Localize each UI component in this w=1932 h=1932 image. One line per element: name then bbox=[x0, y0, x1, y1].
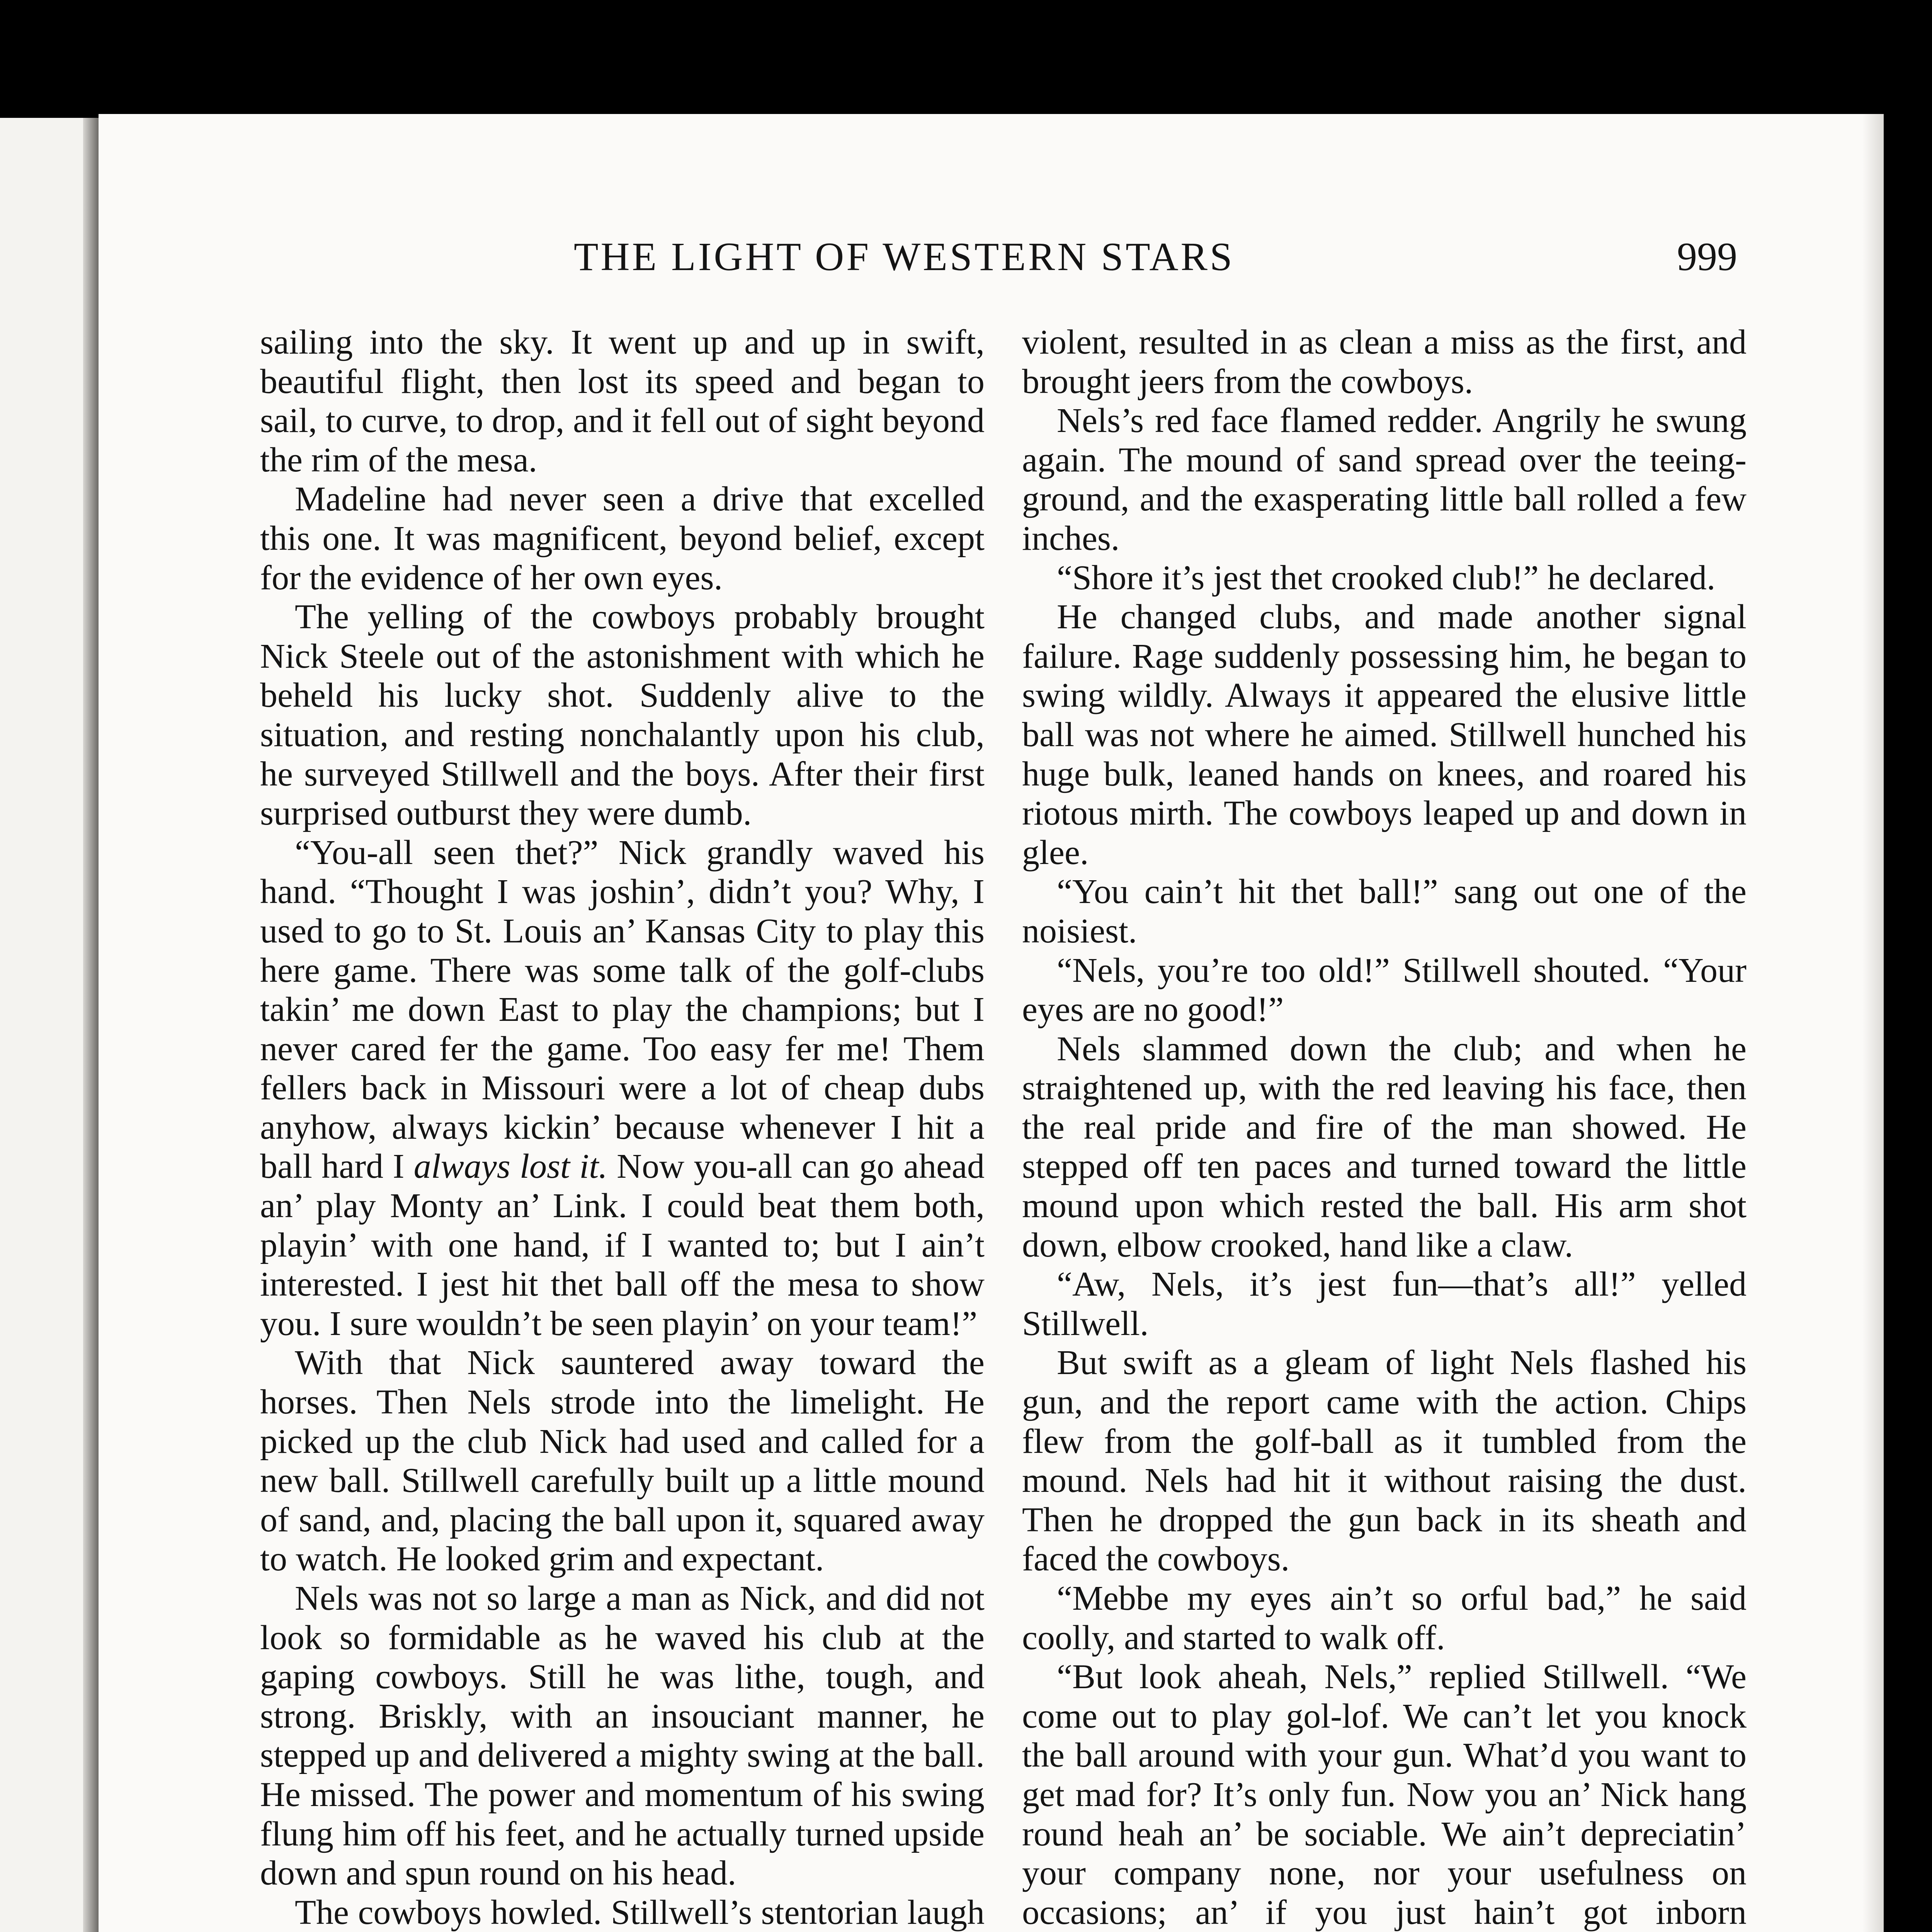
paragraph bbox=[260, 833, 985, 1344]
paragraph: The cowboys howled. Stillwell’s stentorian laugh bbox=[295, 1893, 985, 1932]
text-column-right bbox=[1022, 323, 1747, 1932]
paragraph: sailing into the sky. It went up and up in swift, beautiful flight, then lost its speed and began to sail, to curve, to drop, and it fell out of sight beyond the rim of the mesa. bbox=[260, 323, 985, 479]
paragraph: Nels slammed down the club; and when he straightened up, with the red leaving his face, then the real pride and fire of the man showed. He stepped off ten paces and turned toward the little mound upon which rested the ball. His arm shot down, elbow crooked, hand like a claw. bbox=[1022, 1029, 1747, 1264]
page-number: 999 bbox=[1677, 235, 1737, 279]
paragraph: But swift as a gleam of light Nels flashed his gun, and the report came with the action. Chips flew from the golf-ball as it tumbled from the mound. Nels had hit it without raising the dust. Then he dropped the gun back in its sheath and faced the cowboys. bbox=[1022, 1344, 1747, 1578]
italic-phrase: always lost it. bbox=[413, 1147, 607, 1186]
paragraph-text: “You-all seen thet?” Nick grandly waved his hand. “Thought I was joshin’, didn’t you? Why, I used to go to St. Louis an’ Kansas City to play this here game. There was some talk of the golf-clubs takin’ me down East to play the champions; but I never cared fer the game. Too easy fer me! Them fellers back in Missouri were a lot of cheap dubs anyhow, always kickin’ because whenever I hit a ball hard I bbox=[260, 833, 985, 1186]
previous-page-edge bbox=[0, 118, 83, 1932]
paragraph-text: Now you-all can go ahead an’ play Monty an’ Link. I could beat them both, playin’ with one hand, if I wanted to; but I ain’t interested. I jest hit thet ball off the mesa to show you. I sure wouldn’t be seen playin’ on your team!” bbox=[260, 1147, 985, 1343]
running-title: THE LIGHT OF WESTERN STARS bbox=[574, 235, 1235, 279]
paragraph: “Aw, Nels, it’s jest fun—that’s all!” yelled Stillwell. bbox=[1022, 1265, 1747, 1343]
page-edge-shadow bbox=[1862, 114, 1884, 1932]
paragraph: “Shore it’s jest thet crooked club!” he declared. bbox=[1057, 558, 1716, 597]
paragraph: The yelling of the cowboys probably brought Nick Steele out of the astonishment with which he beheld his lucky shot. Suddenly alive to the situation, and resting nonchalantly upon his club, he surveyed Stillwell and the boys. After their first surprised outburst they were dumb. bbox=[260, 598, 985, 833]
book-page bbox=[99, 114, 1884, 1932]
paragraph: “You cain’t hit thet ball!” sang out one of the noisiest. bbox=[1022, 872, 1747, 950]
paragraph: violent, resulted in as clean a miss as the first, and brought jeers from the cowboys. bbox=[1022, 323, 1747, 401]
paragraph: He changed clubs, and made another signal failure. Rage suddenly possessing him, he began to swing wildly. Always it appeared the elusive little ball was not where he aimed. Stillwell hunched his huge bulk, leaned hands on knees, and roared his riotous mirth. The cowboys leaped up and down in glee. bbox=[1022, 598, 1747, 872]
paragraph: Madeline had never seen a drive that excelled this one. It was magnificent, beyond belief, except for the evidence of her own eyes. bbox=[260, 480, 985, 597]
paragraph: Nels was not so large a man as Nick, and did not look so formidable as he waved his club at the gaping cowboys. Still he was lithe, tough, and strong. Briskly, with an insouciant manner, he stepped up and delivered a mighty swing at the ball. He missed. The power and momentum of his swing flung him off his feet, and he actually turned upside down and spun round on his head. bbox=[260, 1579, 985, 1893]
paragraph: “Mebbe my eyes ain’t so orful bad,” he said coolly, and started to walk off. bbox=[1022, 1579, 1747, 1657]
paragraph: “Nels, you’re too old!” Stillwell shouted. “Your eyes are no good!” bbox=[1022, 951, 1747, 1029]
book-gutter bbox=[83, 118, 99, 1932]
page-header bbox=[99, 226, 1884, 288]
paragraph: “But look aheah, Nels,” replied Stillwell. “We come out to play gol-lof. We can’t let you knock the ball around with your gun. What’d you want to get mad for? It’s only fun. Now you an’ Nick hang round heah an’ be sociable. We ain’t depreciatin’ your company none, nor your usefulness on occasions; an’ if you just hain’t got inborn bbox=[1022, 1658, 1747, 1932]
text-column-left bbox=[260, 323, 985, 1932]
paragraph: With that Nick sauntered away toward the horses. Then Nels strode into the limelight. He picked up the club Nick had used and called for a new ball. Stillwell carefully built up a little mound of sand, and, placing the ball upon it, squared away to watch. He looked grim and expectant. bbox=[260, 1344, 985, 1578]
paragraph: Nels’s red face flamed redder. Angrily he swung again. The mound of sand spread over the teeing-ground, and the exasperating little ball rolled a few inches. bbox=[1022, 401, 1747, 558]
